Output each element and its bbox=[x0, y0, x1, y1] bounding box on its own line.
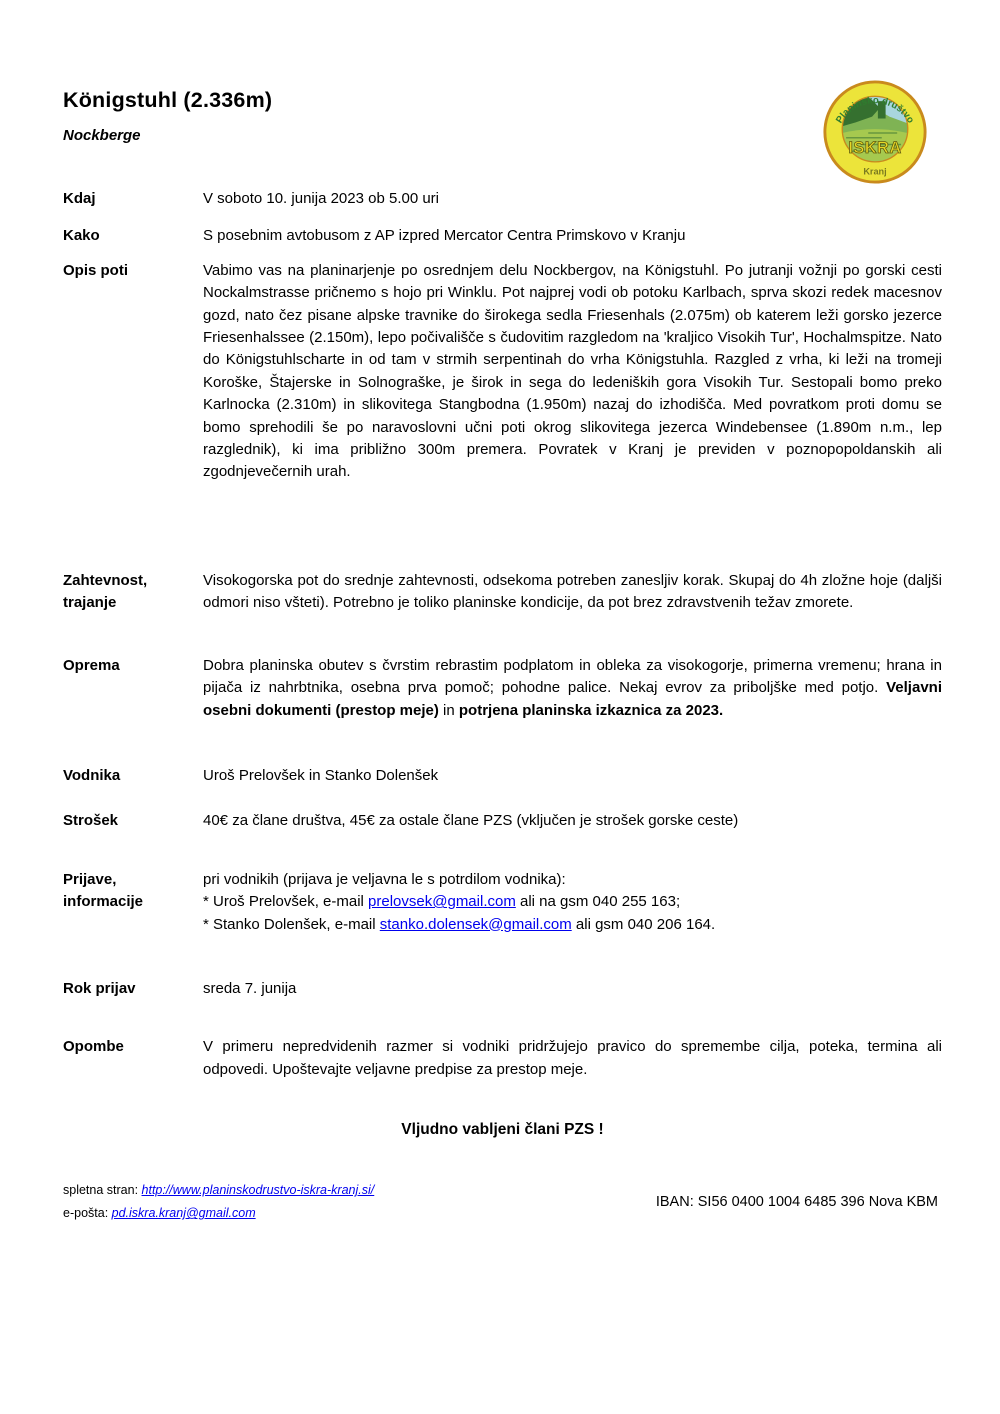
club-logo-badge bbox=[822, 78, 928, 186]
prijave-guide1-line bbox=[203, 891, 942, 913]
guide1-pre: * Uroš Prelovšek, e-mail bbox=[203, 893, 369, 911]
footer-email-link[interactable]: pd.iskra.kranj@gmail.com bbox=[111, 1206, 256, 1221]
section-rok-prijav-label: Rok prijav bbox=[63, 979, 136, 997]
section-strosek-value: 40€ za člane društva, 45€ za ostale člane PZS (vključen je strošek gorske ceste) bbox=[203, 812, 739, 830]
page-title: Königstuhl (2.336m) bbox=[63, 88, 273, 112]
document-footer bbox=[63, 1179, 942, 1225]
section-opombe-label: Opombe bbox=[63, 1038, 124, 1056]
footer-website-line bbox=[63, 1179, 374, 1202]
footer-website-link[interactable]: http://www.planinskodrustvo-iskra-kranj.si/ bbox=[141, 1183, 375, 1198]
footer-email-line bbox=[63, 1202, 374, 1225]
section-kako-label: Kako bbox=[63, 227, 100, 245]
section-kdaj-value: V soboto 10. junija 2023 ob 5.00 uri bbox=[203, 190, 440, 207]
section-prijave-label bbox=[63, 869, 203, 936]
logo-kranj-text: Kranj bbox=[863, 166, 887, 177]
section-kako bbox=[63, 225, 942, 247]
oprema-text-normal1: Dobra planinska obutev s čvrstim rebrastim podplatom in obleka za visokogorje, primerna vremenu; hrana in pijača iz nahrbtnika, osebna prva pomoč; pohodne palice. Nekaj evrov za priboljške med potjo. bbox=[203, 656, 942, 697]
footer-contact-block bbox=[63, 1179, 374, 1225]
closing-line: Vljudno vabljeni člani PZS ! bbox=[401, 1121, 604, 1139]
section-oprema-label: Oprema bbox=[63, 656, 120, 674]
guide1-post: ali na gsm 040 255 163; bbox=[515, 893, 681, 911]
guide2-email-link[interactable]: stanko.dolensek@gmail.com bbox=[379, 915, 572, 933]
section-zahtevnost-value: Visokogorska pot do srednje zahtevnosti, odsekoma potreben zanesljiv korak. Skupaj do 4h zložne hoje (daljši odmori niso všteti). Potrebno je toliko planinske kondicije, da pot brez zdravstvenih težav zmorete. bbox=[203, 571, 942, 612]
guide1-email-link[interactable]: prelovsek@gmail.com bbox=[368, 893, 516, 911]
section-strosek-label: Strošek bbox=[63, 812, 119, 830]
section-opis-poti bbox=[63, 260, 942, 484]
section-opis-poti-value: Vabimo vas na planinarjenje po osrednjem delu Nockbergov, na Königstuhl. Po jutranji vožnji po gorski cesti Nockalmstrasse pričnemo s hojo pri Winklu. Pot najprej vodi ob potoku Karlbach, sprva skozi redek macesnov gozd, nato čez pisane alpske travnike do širokega sedla Friesenhals (2.075m) ob katerem leži gorsko jezerce Friesenhalssee (2.150m), lepo počivališče s čudovitim razgledom na 'kraljico Visokih Tur', Hochalmspitze. Nato do Königstuhlscharte in od tam v strmih serpentinah do vrha Königstuhla. Razgled z vrha, ki leži na tromeji Koroške, Štajerske in Solnograške, je širok in sega do ledeniških gora Visokih Tur. Sestopali bomo preko Karlnocka (2.310m) in slikovitega Stangbodna (1.950m) nazaj do izhodišča. Med povratkom proti domu se bomo sprehodili še po naravoslovni učni poti okrog slikovitega jezerca Windebensee (1.890m n.m., lep razglednik), ki ima približno 300m premera. Povratek v Kranj je previden v poznopopoldanskih ali zgodnjevečernih urah. bbox=[203, 261, 942, 481]
prijave-guide2-line bbox=[203, 914, 942, 936]
prijave-label-line1: Prijave, bbox=[63, 870, 117, 888]
oprema-text-normal2: in bbox=[438, 701, 459, 719]
guide2-post: ali gsm 040 206 164. bbox=[571, 915, 716, 933]
logo-iskra-text: ISKRA bbox=[848, 139, 902, 158]
section-opombe-value: V primeru nepredvidenih razmer si vodniki pridržujejo pravico do spremembe cilja, poteka, termina ali odpovedi. Upoštevajte veljavne predpise za prestop meje. bbox=[203, 1038, 942, 1078]
section-zahtevnost bbox=[63, 570, 942, 615]
section-opombe bbox=[63, 1036, 942, 1081]
footer-iban: IBAN: SI56 0400 1004 6485 396 Nova KBM bbox=[655, 1194, 938, 1211]
section-prijave bbox=[63, 869, 942, 936]
section-oprema bbox=[63, 655, 942, 722]
section-opis-poti-label: Opis poti bbox=[63, 261, 128, 279]
section-zahtevnost-label bbox=[63, 570, 203, 615]
section-kdaj-label: Kdaj bbox=[63, 190, 96, 207]
section-strosek bbox=[63, 810, 942, 832]
zahtevnost-label-line2: trajanje bbox=[63, 594, 117, 612]
section-vodnika-value: Uroš Prelovšek in Stanko Dolenšek bbox=[203, 766, 439, 784]
section-rok-prijav-value: sreda 7. junija bbox=[203, 979, 297, 997]
oprema-text-bold1: Veljavni osebni dokumenti (prestop meje) bbox=[203, 679, 942, 719]
prijave-label-line2: informacije bbox=[63, 893, 144, 911]
prijave-intro-line: pri vodnikih (prijava je veljavna le s potrdilom vodnika): bbox=[203, 870, 566, 888]
footer-website-label: spletna stran: bbox=[63, 1183, 142, 1198]
section-kako-value: S posebnim avtobusom z AP izpred Mercator Centra Primskovo v Kranju bbox=[203, 227, 686, 245]
club-logo bbox=[822, 78, 928, 186]
oprema-text-bold2: potrjena planinska izkaznica za 2023. bbox=[458, 701, 724, 719]
section-prijave-value bbox=[203, 869, 942, 936]
section-vodnika bbox=[63, 765, 942, 787]
section-vodnika-label: Vodnika bbox=[63, 766, 121, 784]
document-body bbox=[63, 188, 942, 1139]
footer-email-label: e-pošta: bbox=[63, 1206, 112, 1221]
section-oprema-value bbox=[203, 655, 942, 722]
section-rok-prijav bbox=[63, 978, 942, 1000]
guide2-pre: * Stanko Dolenšek, e-mail bbox=[203, 915, 380, 933]
page-subtitle: Nockberge bbox=[63, 127, 141, 144]
zahtevnost-label-line1: Zahtevnost, bbox=[63, 571, 148, 589]
logo-top-text: Planinsko društvo bbox=[834, 95, 916, 126]
section-kdaj bbox=[63, 188, 942, 210]
document-header bbox=[63, 88, 942, 177]
